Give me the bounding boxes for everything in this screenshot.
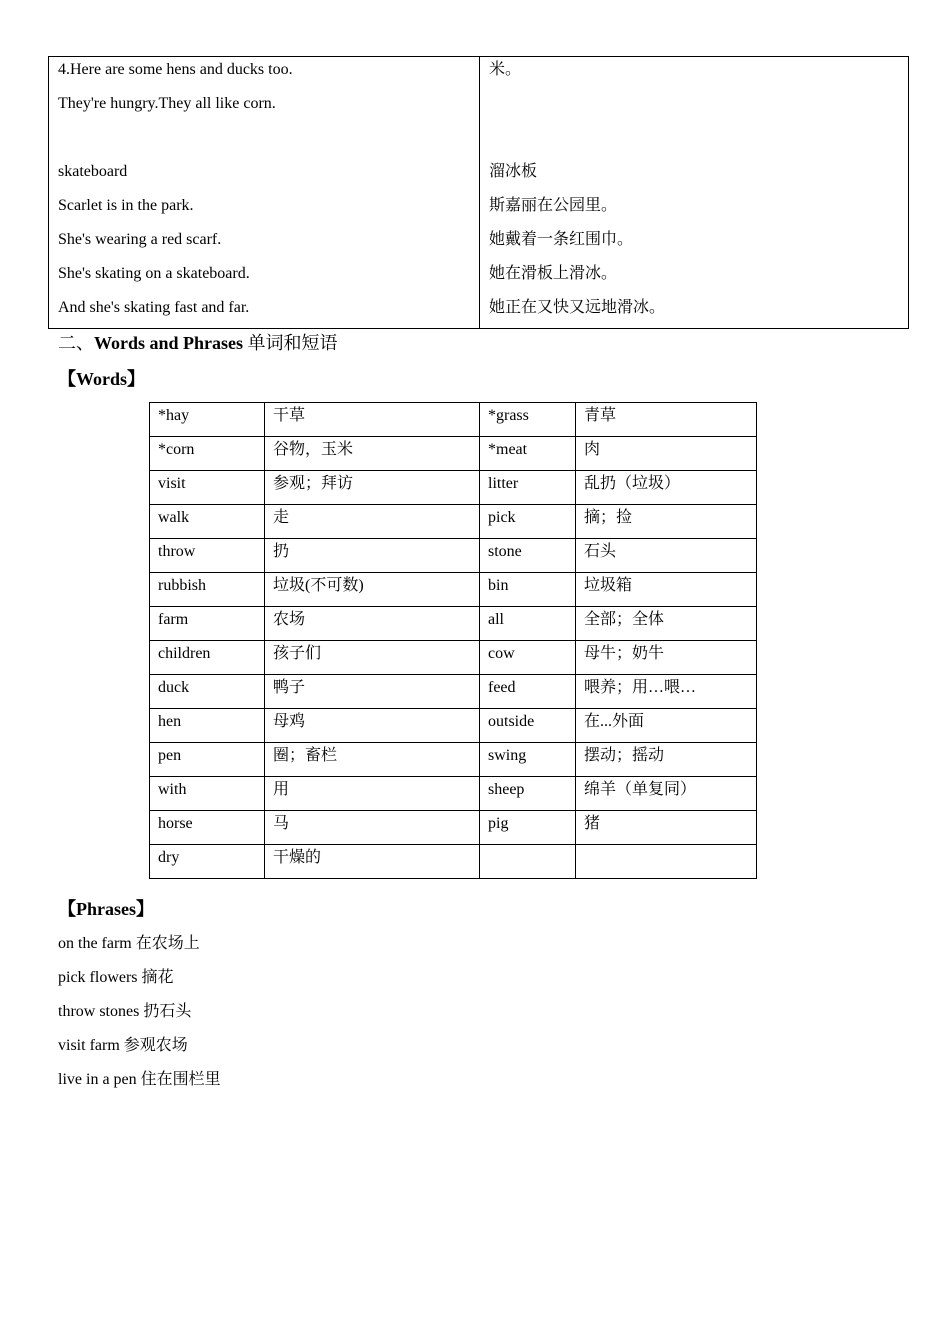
word-en-cell: walk (150, 505, 265, 539)
word-cn-cell: 干燥的 (265, 845, 480, 879)
words-heading: 【Words】 (58, 369, 146, 389)
phrases-heading: 【Phrases】 (58, 899, 154, 919)
sentence-en: She's skating on a skateboard. (58, 265, 250, 282)
word-cn-cell: 垃圾(不可数) (265, 573, 480, 607)
section-title-en: Words and Phrases (94, 333, 244, 353)
word-cn-cell: 青草 (576, 403, 757, 437)
word-cn-cell: 全部；全体 (576, 607, 757, 641)
word-en-cell: pig (480, 811, 576, 845)
word-en-cell: all (480, 607, 576, 641)
word-cn-cell: 扔 (265, 539, 480, 573)
table-row (150, 675, 757, 709)
word-en-cell: pick (480, 505, 576, 539)
sentence-cn: 溜冰板 (489, 163, 538, 180)
word-cn-cell: 走 (265, 505, 480, 539)
word-cn-cell: 在...外面 (576, 709, 757, 743)
words-table (149, 402, 757, 879)
phrase-item: pick flowers 摘花 (58, 969, 174, 986)
word-en-cell: *meat (480, 437, 576, 471)
word-en-cell: *corn (150, 437, 265, 471)
table-row (150, 471, 757, 505)
sentence-cn: 她正在又快又远地滑冰。 (489, 299, 666, 316)
word-cn-cell: 参观；拜访 (265, 471, 480, 505)
word-cn-cell: 用 (265, 777, 480, 811)
word-cn-cell: 乱扔（垃圾） (576, 471, 757, 505)
word-en-cell: bin (480, 573, 576, 607)
word-en-cell: outside (480, 709, 576, 743)
word-cn-cell: 石头 (576, 539, 757, 573)
word-en-cell: sheep (480, 777, 576, 811)
table-row (150, 607, 757, 641)
word-en-cell: horse (150, 811, 265, 845)
word-en-cell: *grass (480, 403, 576, 437)
word-cn-cell: 孩子们 (265, 641, 480, 675)
word-cn-cell: 鸭子 (265, 675, 480, 709)
phrase-item: on the farm 在农场上 (58, 935, 200, 952)
sentence-cn: 她在滑板上滑冰。 (489, 265, 618, 282)
word-cn-cell: 摘；捡 (576, 505, 757, 539)
column-divider (479, 57, 480, 328)
word-en-cell: swing (480, 743, 576, 777)
word-cn-cell: 摆动；摇动 (576, 743, 757, 777)
section-prefix: 二、 (58, 333, 94, 353)
word-cn-cell: 干草 (265, 403, 480, 437)
word-cn-cell: 农场 (265, 607, 480, 641)
word-cn-cell (576, 845, 757, 879)
table-row (150, 811, 757, 845)
word-cn-cell: 肉 (576, 437, 757, 471)
phrase-item: live in a pen 住在围栏里 (58, 1071, 221, 1088)
word-en-cell: hen (150, 709, 265, 743)
table-row (150, 777, 757, 811)
sentence-en: She's wearing a red scarf. (58, 231, 222, 248)
phrase-item: throw stones 扔石头 (58, 1003, 192, 1020)
table-row (150, 437, 757, 471)
word-cn-cell: 谷物，玉米 (265, 437, 480, 471)
sentence-cn: 米。 (489, 61, 522, 78)
word-cn-cell: 圈；畜栏 (265, 743, 480, 777)
word-cn-cell: 猪 (576, 811, 757, 845)
table-row (150, 845, 757, 879)
word-cn-cell: 母牛；奶牛 (576, 641, 757, 675)
word-cn-cell: 绵羊（单复同） (576, 777, 757, 811)
sentence-en: Scarlet is in the park. (58, 197, 194, 214)
table-row (150, 403, 757, 437)
word-en-cell: throw (150, 539, 265, 573)
sentence-table (48, 56, 909, 329)
sentence-en: skateboard (58, 163, 128, 180)
sentence-en: 4.Here are some hens and ducks too. (58, 61, 293, 78)
word-en-cell: pen (150, 743, 265, 777)
word-en-cell: litter (480, 471, 576, 505)
sentence-cn: 斯嘉丽在公园里。 (489, 197, 618, 214)
word-en-cell: feed (480, 675, 576, 709)
table-row (150, 539, 757, 573)
word-en-cell: stone (480, 539, 576, 573)
word-en-cell: visit (150, 471, 265, 505)
section-title-cn: 单词和短语 (243, 333, 338, 353)
word-cn-cell: 垃圾箱 (576, 573, 757, 607)
word-en-cell: cow (480, 641, 576, 675)
table-row (150, 505, 757, 539)
word-en-cell: rubbish (150, 573, 265, 607)
sentence-en: And she's skating fast and far. (58, 299, 250, 316)
word-en-cell: farm (150, 607, 265, 641)
word-cn-cell: 母鸡 (265, 709, 480, 743)
word-cn-cell: 喂养；用…喂… (576, 675, 757, 709)
table-row (150, 709, 757, 743)
sentence-cn: 她戴着一条红围巾。 (489, 231, 634, 248)
word-en-cell: with (150, 777, 265, 811)
word-en-cell: duck (150, 675, 265, 709)
phrase-item: visit farm 参观农场 (58, 1037, 188, 1054)
word-en-cell: dry (150, 845, 265, 879)
word-en-cell (480, 845, 576, 879)
table-row (150, 641, 757, 675)
word-en-cell: children (150, 641, 265, 675)
table-row (150, 573, 757, 607)
word-en-cell: *hay (150, 403, 265, 437)
sentence-en: They're hungry.They all like corn. (58, 95, 276, 112)
section-heading (58, 331, 338, 355)
table-row (150, 743, 757, 777)
word-cn-cell: 马 (265, 811, 480, 845)
